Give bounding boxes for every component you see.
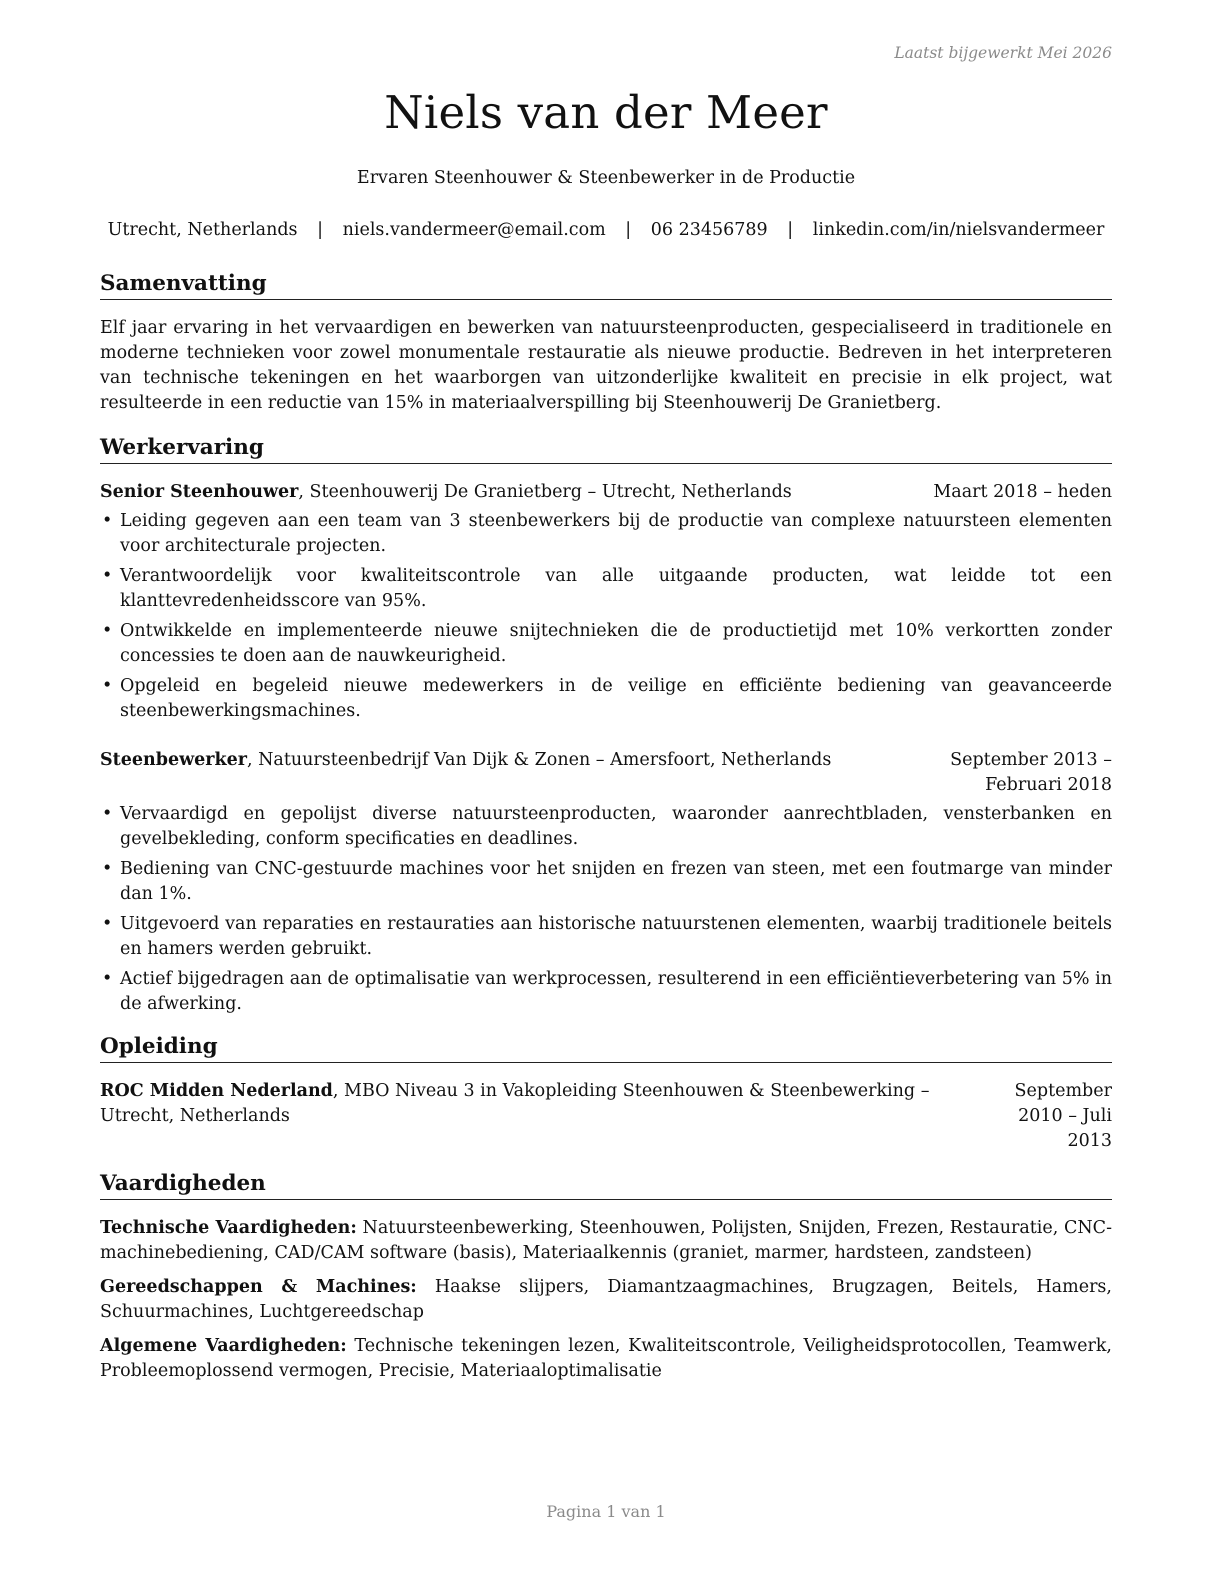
page-number-footer: Pagina 1 van 1 [546,1502,666,1521]
education-header [100,1079,1112,1154]
education-entry [100,1079,1112,1154]
skills-section [100,1170,1112,1384]
experience-section [100,434,1112,1017]
job-dates: Maart 2018 – heden [933,482,1112,502]
job-title-line [100,480,913,505]
job-role: Steenbewerker [100,750,247,770]
skill-group-value: Technische tekeningen lezen, Kwaliteitscontrole, Veiligheidsprotocollen, Teamwerk, Probleemoplossend vermogen, Precisie, Materiaaloptimalisatie [100,1336,1112,1381]
job-entry [100,480,1112,724]
education-section [100,1033,1112,1154]
contact-separator: | [787,220,794,240]
education-title-line [100,1079,956,1129]
education-dates: September 2010 – Juli 2013 [1014,1081,1112,1151]
skill-group [100,1275,1112,1325]
contact-linkedin[interactable]: linkedin.com/in/nielsvandermeer [812,220,1105,240]
skill-group-label: Technische Vaardigheden: [100,1218,357,1238]
section-title-skills: Vaardigheden [100,1170,1112,1200]
contact-separator: | [317,220,324,240]
job-entry [100,748,1112,1017]
job-bullet: • Opgeleid en begeleid nieuwe medewerkers in de veilige en efficiënte bediening van geavanceerde steenbewerkingsmachines. [100,674,1112,724]
contact-phone: 06 23456789 [650,220,768,240]
candidate-headline: Ervaren Steenhouwer & Steenbewerker in de Productie [356,168,856,188]
section-title-experience: Werkervaring [100,434,1112,464]
job-bullet: • Uitgevoerd van reparaties en restauraties aan historische natuurstenen elementen, waarbij traditionele beitels en hamers werden gebruikt. [100,912,1112,962]
contact-location: Utrecht, Netherlands [107,220,298,240]
skill-group [100,1334,1112,1384]
summary-section [100,270,1112,416]
job-dates: September 2013 – Februari 2018 [950,750,1112,795]
contact-email[interactable]: niels.vandermeer@email.com [342,220,606,240]
contact-separator: | [625,220,632,240]
resume-page [100,0,1112,1584]
job-bullets [100,509,1112,724]
job-bullets [100,802,1112,1017]
job-header [100,748,1112,798]
job-company: , Natuursteenbedrijf Van Dijk & Zonen – Amersfoort, Netherlands [246,750,832,770]
section-title-summary: Samenvatting [100,270,1112,300]
job-bullet: • Leiding gegeven aan een team van 3 steenbewerkers bij de productie van complexe natuursteen elementen voor architecturale projecten. [100,509,1112,559]
job-bullet: • Bediening van CNC-gestuurde machines voor het snijden en frezen van steen, met een foutmarge van minder dan 1%. [100,857,1112,907]
job-bullet: • Ontwikkelde en implementeerde nieuwe snijtechnieken die de productietijd met 10% verkortten zonder concessies te doen aan de nauwkeurigheid. [100,619,1112,669]
last-updated-note: Laatst bijgewerkt Mei 2026 [894,44,1112,62]
summary-text: Elf jaar ervaring in het vervaardigen en bewerken van natuursteenproducten, gespecialiseerd in traditionele en moderne technieken voor zowel monumentale restauratie als nieuwe productie. Bedreven in het interpreteren van technische tekeningen en het waarborgen van uitzonderlijke kwaliteit en precisie in elk project, wat resulteerde in een reductie van 15% in materiaalverspilling bij Steenhouwerij De Granietberg. [100,318,1112,413]
skill-group-value: Natuursteenbewerking, Steenhouwen, Polijsten, Snijden, Frezen, Restauratie, CNC-machinebediening, CAD/CAM software (basis), Materiaalkennis (graniet, marmer, hardsteen, zandsteen) [100,1218,1112,1263]
job-title-line [100,748,852,773]
resume-content [100,270,1112,1398]
candidate-name: Niels van der Meer [384,86,828,139]
education-school: ROC Midden Nederland [100,1081,333,1101]
section-title-education: Opleiding [100,1033,1112,1063]
skill-group-label: Gereedschappen & Machines: [100,1277,417,1297]
skill-group-label: Algemene Vaardigheden: [100,1336,347,1356]
contact-line [100,220,1112,240]
skill-group [100,1216,1112,1266]
job-company: , Steenhouwerij De Granietberg – Utrecht, Netherlands [298,482,792,502]
job-bullet: • Actief bijgedragen aan de optimalisatie van werkprocessen, resulterend in een efficiëntieverbetering van 5% in de afwerking. [100,967,1112,1017]
job-role: Senior Steenhouwer [100,482,299,502]
job-header [100,480,1112,505]
job-bullet: • Vervaardigd en gepolijst diverse natuursteenproducten, waaronder aanrechtbladen, vensterbanken en gevelbekleding, conform specificaties en deadlines. [100,802,1112,852]
job-bullet: • Verantwoordelijk voor kwaliteitscontrole van alle uitgaande producten, wat leidde tot een klanttevredenheidsscore van 95%. [100,564,1112,614]
education-details: , MBO Niveau 3 in Vakopleiding Steenhouwen & Steenbewerking – Utrecht, Netherlands [100,1081,930,1126]
skill-group-value: Haakse slijpers, Diamantzaagmachines, Brugzagen, Beitels, Hamers, Schuurmachines, Luchtgereedschap [100,1277,1112,1322]
